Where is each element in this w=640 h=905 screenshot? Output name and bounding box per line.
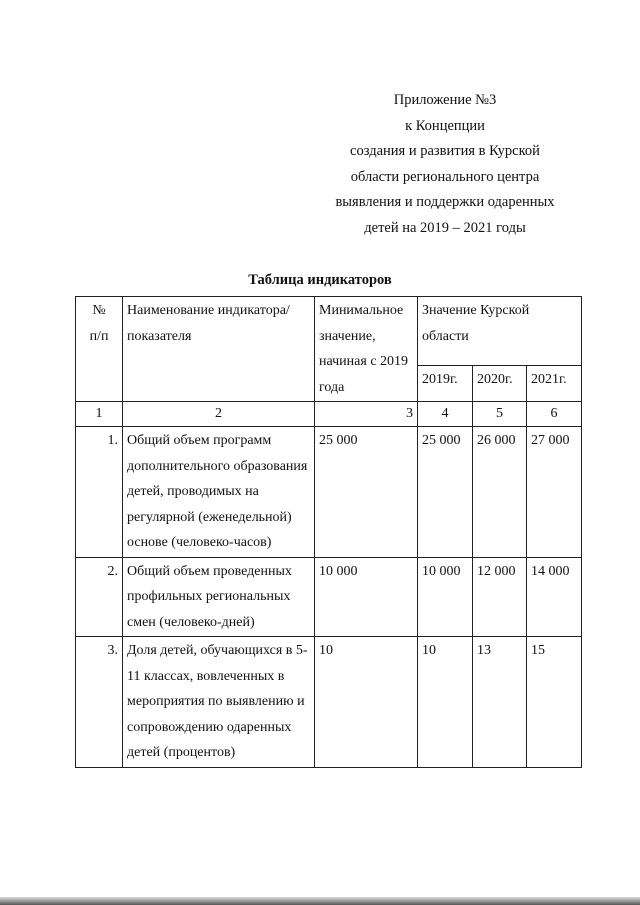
column-number-cell: 2 <box>123 402 315 427</box>
column-number-cell: 6 <box>527 402 582 427</box>
row-value-cell: 26 000 <box>473 427 527 558</box>
row-min-cell: 10 000 <box>315 557 418 637</box>
row-min-cell: 10 <box>315 637 418 768</box>
column-number-row <box>76 402 582 427</box>
header-year-cell: 2020г. <box>473 365 527 401</box>
row-value-cell: 15 <box>527 637 582 768</box>
row-num-cell: 3. <box>76 637 123 768</box>
table-row <box>76 557 582 637</box>
row-num-cell: 1. <box>76 427 123 558</box>
header-name-cell: Наименование индикатора/показателя <box>123 297 315 402</box>
appendix-line: Приложение №3 <box>393 92 497 108</box>
row-num-cell: 2. <box>76 557 123 637</box>
column-number-cell: 4 <box>418 402 473 427</box>
row-value-cell: 14 000 <box>527 557 582 637</box>
page-bottom-edge <box>0 897 640 905</box>
row-value-cell: 25 000 <box>418 427 473 558</box>
row-value-cell: 10 000 <box>418 557 473 637</box>
row-value-cell: 13 <box>473 637 527 768</box>
row-name-cell: Доля детей, обучающихся в 5-11 классах, вовлеченных в мероприятия по выявлению и сопровождению одаренных детей (процентов) <box>123 637 315 768</box>
header-row <box>76 297 582 366</box>
row-value-cell: 10 <box>418 637 473 768</box>
header-year-cell: 2021г. <box>527 365 582 401</box>
row-min-cell: 25 000 <box>315 427 418 558</box>
table-row <box>76 427 582 558</box>
column-number-cell: 5 <box>473 402 527 427</box>
row-name-cell: Общий объем проведенных профильных региональных смен (человеко-дней) <box>123 557 315 637</box>
header-num-line: № <box>92 303 106 318</box>
row-name-cell: Общий объем программ дополнительного образования детей, проводимых на регулярной (еженедельной) основе (человеко-часов) <box>123 427 315 558</box>
appendix-line: области регионального центра <box>350 168 540 185</box>
appendix-line: к Концепции <box>405 117 485 134</box>
appendix-line: создания и развития в Курской <box>350 143 540 159</box>
header-min-cell: Минимальное значение, начиная с 2019 года <box>315 297 418 402</box>
appendix-line: выявления и поддержки одаренных <box>335 194 555 210</box>
table-row <box>76 637 582 768</box>
header-num-line: п/п <box>89 328 109 344</box>
row-value-cell: 12 000 <box>473 557 527 637</box>
column-number-cell: 3 <box>315 402 418 427</box>
column-number-cell: 1 <box>76 402 123 427</box>
header-year-cell: 2019г. <box>418 365 473 401</box>
row-value-cell: 27 000 <box>527 427 582 558</box>
table-title: Таблица индикаторов <box>248 272 392 288</box>
header-num-cell <box>76 297 123 402</box>
appendix-line: детей на 2019 – 2021 годы <box>364 219 526 236</box>
header-value-group-cell: Значение Курской области <box>418 297 582 366</box>
indicators-table <box>75 296 582 768</box>
appendix-block <box>320 88 570 241</box>
